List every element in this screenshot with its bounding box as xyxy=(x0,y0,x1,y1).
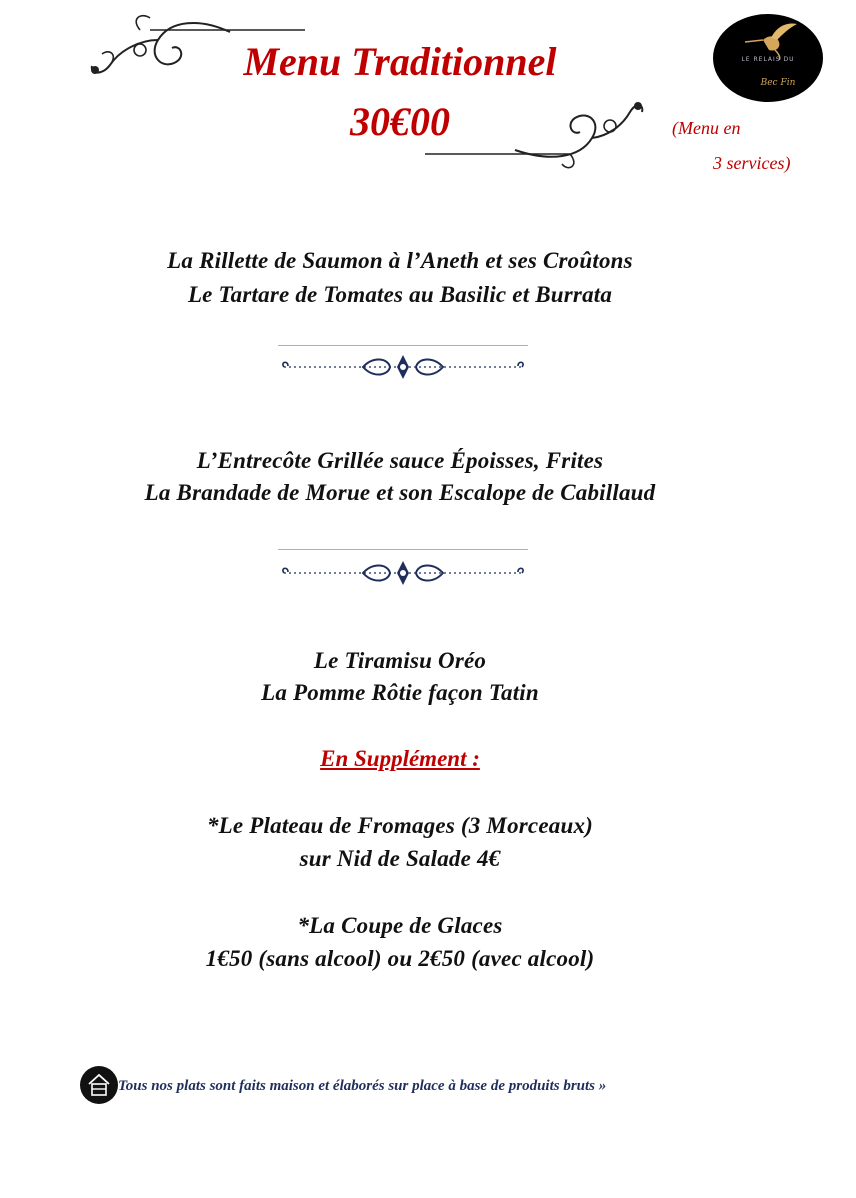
footer-note: Tous nos plats sont faits maison et élaborés sur place à base de produits bruts » xyxy=(118,1078,607,1094)
restaurant-logo xyxy=(713,14,823,102)
dessert-item-2: La Pomme Rôtie façon Tatin xyxy=(261,680,539,705)
starter-item-2: Le Tartare de Tomates au Basilic et Burrata xyxy=(187,282,613,307)
dessert-item-1: Le Tiramisu Oréo xyxy=(313,648,487,673)
ornament-divider-icon xyxy=(278,352,528,382)
supplement-item-1-line2: sur Nid de Salade 4€ xyxy=(299,846,501,871)
starter-item-1: La Rillette de Saumon à l’Aneth et ses Croûtons xyxy=(167,248,633,273)
supplement-item-2-line1: *La Coupe de Glaces xyxy=(297,913,503,938)
main-item-1: L’Entrecôte Grillée sauce Époisses, Frites xyxy=(196,448,604,473)
main-item-2: La Brandade de Morue et son Escalope de Cabillaud xyxy=(144,480,656,505)
menu-title: Menu Traditionnel xyxy=(243,39,557,84)
home-icon xyxy=(80,1066,118,1104)
hummingbird-icon xyxy=(741,20,801,60)
logo-bottom-text: Bec Fin xyxy=(760,78,796,88)
menu-price: 30€00 xyxy=(350,99,450,144)
ornament-divider-icon xyxy=(278,558,528,588)
divider-line xyxy=(278,549,528,550)
supplement-item-2-line2: 1€50 (sans alcool) ou 2€50 (avec alcool) xyxy=(205,946,595,971)
logo-top-text: LE RELAIS DU xyxy=(741,56,795,63)
menu-note-line1: (Menu en xyxy=(672,118,741,138)
menu-note-line2: 3 services) xyxy=(713,153,791,173)
supplement-heading: En Supplément : xyxy=(320,746,480,771)
supplement-item-1-line1: *Le Plateau de Fromages (3 Morceaux) xyxy=(206,813,593,838)
divider-line xyxy=(278,345,528,346)
